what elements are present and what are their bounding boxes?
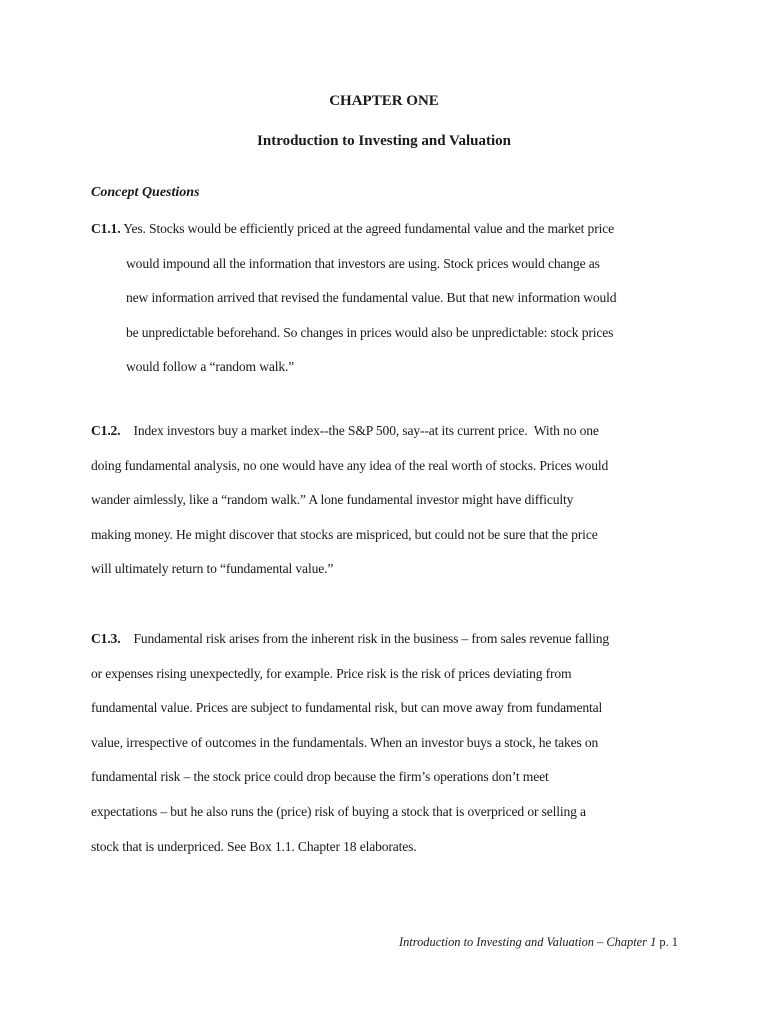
paragraph-line	[91, 622, 691, 657]
paragraph-line: stock that is underpriced. See Box 1.1. Chapter 18 elaborates.	[91, 838, 417, 854]
paragraph-line: be unpredictable beforehand. So changes in prices would also be unpredictable: stock prices	[126, 324, 614, 340]
answer-text: Yes. Stocks would be efficiently priced at the agreed fundamental value and the market price	[120, 221, 614, 236]
question-number: C1.1.	[91, 221, 121, 236]
question-c1-3	[91, 622, 691, 864]
paragraph-line: wander aimlessly, like a “random walk.” A lone fundamental investor might have difficulty	[91, 492, 574, 508]
paragraph-line: fundamental risk – the stock price could drop because the firm’s operations don’t meet	[91, 769, 549, 785]
question-number: C1.3.	[91, 631, 121, 646]
section-heading: Concept Questions	[91, 185, 200, 200]
paragraph-line	[91, 414, 691, 449]
paragraph-line: new information arrived that revised the fundamental value. But that new information would	[126, 290, 617, 306]
paragraph-line	[91, 212, 691, 247]
answer-text: Fundamental risk arises from the inherent risk in the business – from sales revenue falling	[120, 631, 610, 646]
paragraph-line: would follow a “random walk.”	[126, 359, 295, 375]
paragraph-line: fundamental value. Prices are subject to fundamental risk, but can move away from fundamental	[91, 700, 603, 716]
paragraph-line: or expenses rising unexpectedly, for example. Price risk is the risk of prices deviating from	[91, 665, 572, 681]
paragraph-line: making money. He might discover that stocks are mispriced, but could not be sure that the price	[91, 526, 598, 542]
paragraph-line: value, irrespective of outcomes in the fundamentals. When an investor buys a stock, he takes on	[91, 734, 599, 750]
paragraph-line: would impound all the information that investors are using. Stock prices would change as	[126, 255, 600, 271]
paragraph-line: will ultimately return to “fundamental value.”	[91, 561, 334, 577]
chapter-heading: CHAPTER ONE	[329, 93, 439, 109]
paragraph-line: expectations – but he also runs the (price) risk of buying a stock that is overpriced or selling a	[91, 803, 586, 819]
chapter-title: Introduction to Investing and Valuation	[257, 133, 511, 149]
page-footer	[399, 932, 678, 952]
paragraph-line: doing fundamental analysis, no one would have any idea of the real worth of stocks. Prices would	[91, 457, 609, 473]
question-number: C1.2.	[91, 423, 121, 438]
question-c1-2	[91, 414, 691, 587]
answer-text: Index investors buy a market index--the S&P 500, say--at its current price. With no one	[120, 423, 599, 438]
page-number: p. 1	[659, 935, 678, 949]
footer-title: Introduction to Investing and Valuation – Chapter 1	[398, 935, 660, 949]
question-c1-1	[91, 212, 691, 385]
